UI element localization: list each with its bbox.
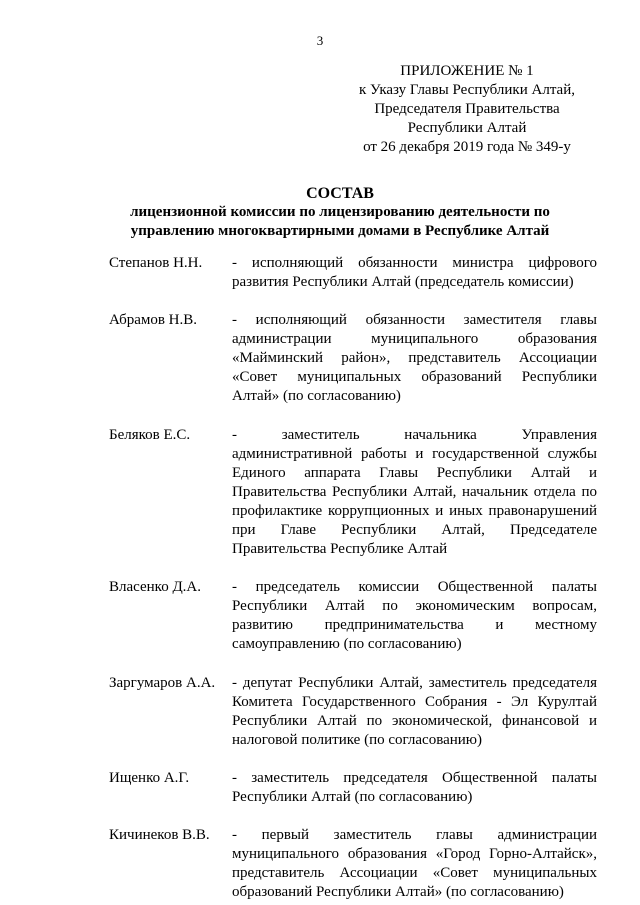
member-role: - первый заместитель главы администрации муниципального образования «Город Горно-Алтайск», представитель Ассоциации «Совет муниципальных образований Республики Алтай» (по согласованию) [232, 827, 597, 900]
member-role: - исполняющий обязанности заместителя главы администрации муниципального образования «Майминский район», представитель Ассоциации «Совет муниципальных образований Республики Алтай» (по согласованию) [232, 312, 597, 404]
member-role: - заместитель начальника Управления административной работы и государственной службы Единого аппарата Главы Республики Алтай и Правительства Республики Алтай, начальник отдела по профилактике коррупционных и иных правонарушений при Главе Республики Алтай, Председателе Правительства Республике Алтай [232, 427, 597, 557]
member-name: Ищенко А.Г. [109, 770, 190, 786]
appendix-line-date: от 26 декабря 2019 года № 349-у [363, 139, 571, 155]
members-list [109, 254, 597, 902]
document-heading [100, 184, 580, 241]
appendix-line-republic: Республики Алтай [407, 120, 527, 136]
member-role: - заместитель председателя Общественной палаты Республики Алтай (по согласованию) [232, 770, 597, 805]
member-name: Кичинеков В.В. [109, 827, 210, 843]
member-role: - председатель комиссии Общественной палаты Республики Алтай по экономическим вопросам, развитию предпринимательства и местному самоуправлению (по согласованию) [232, 579, 597, 652]
member-row [109, 426, 597, 559]
member-name: Беляков Е.С. [109, 427, 191, 443]
appendix-line-decree: к Указу Главы Республики Алтай, [358, 82, 575, 98]
appendix-line-chairman: Председателя Правительства [374, 101, 560, 117]
appendix-header [352, 62, 582, 157]
member-row [109, 826, 597, 902]
appendix-line-title: ПРИЛОЖЕНИЕ № 1 [400, 63, 534, 79]
member-name: Власенко Д.А. [109, 579, 202, 595]
document-title: СОСТАВ [306, 185, 374, 202]
member-role: - исполняющий обязанности министра цифрового развития Республики Алтай (председатель комиссии) [232, 255, 597, 290]
member-row [109, 769, 597, 807]
document-subtitle-line-1: лицензионной комиссии по лицензированию деятельности по [130, 204, 550, 220]
member-row [109, 311, 597, 406]
member-role: - депутат Республики Алтай, заместитель председателя Комитета Государственного Собрания - Эл Курултай Республики Алтай по экономической, финансовой и налоговой политике (по согласованию) [232, 675, 597, 748]
member-row [109, 254, 597, 292]
member-row [109, 674, 597, 750]
page-number: 3 [316, 33, 324, 48]
document-subtitle-line-2: управлению многоквартирными домами в Республике Алтай [130, 223, 550, 239]
member-row [109, 578, 597, 654]
member-name: Абрамов Н.В. [109, 312, 198, 328]
member-name: Степанов Н.Н. [109, 255, 203, 271]
member-name: Заргумаров А.А. [109, 675, 216, 691]
